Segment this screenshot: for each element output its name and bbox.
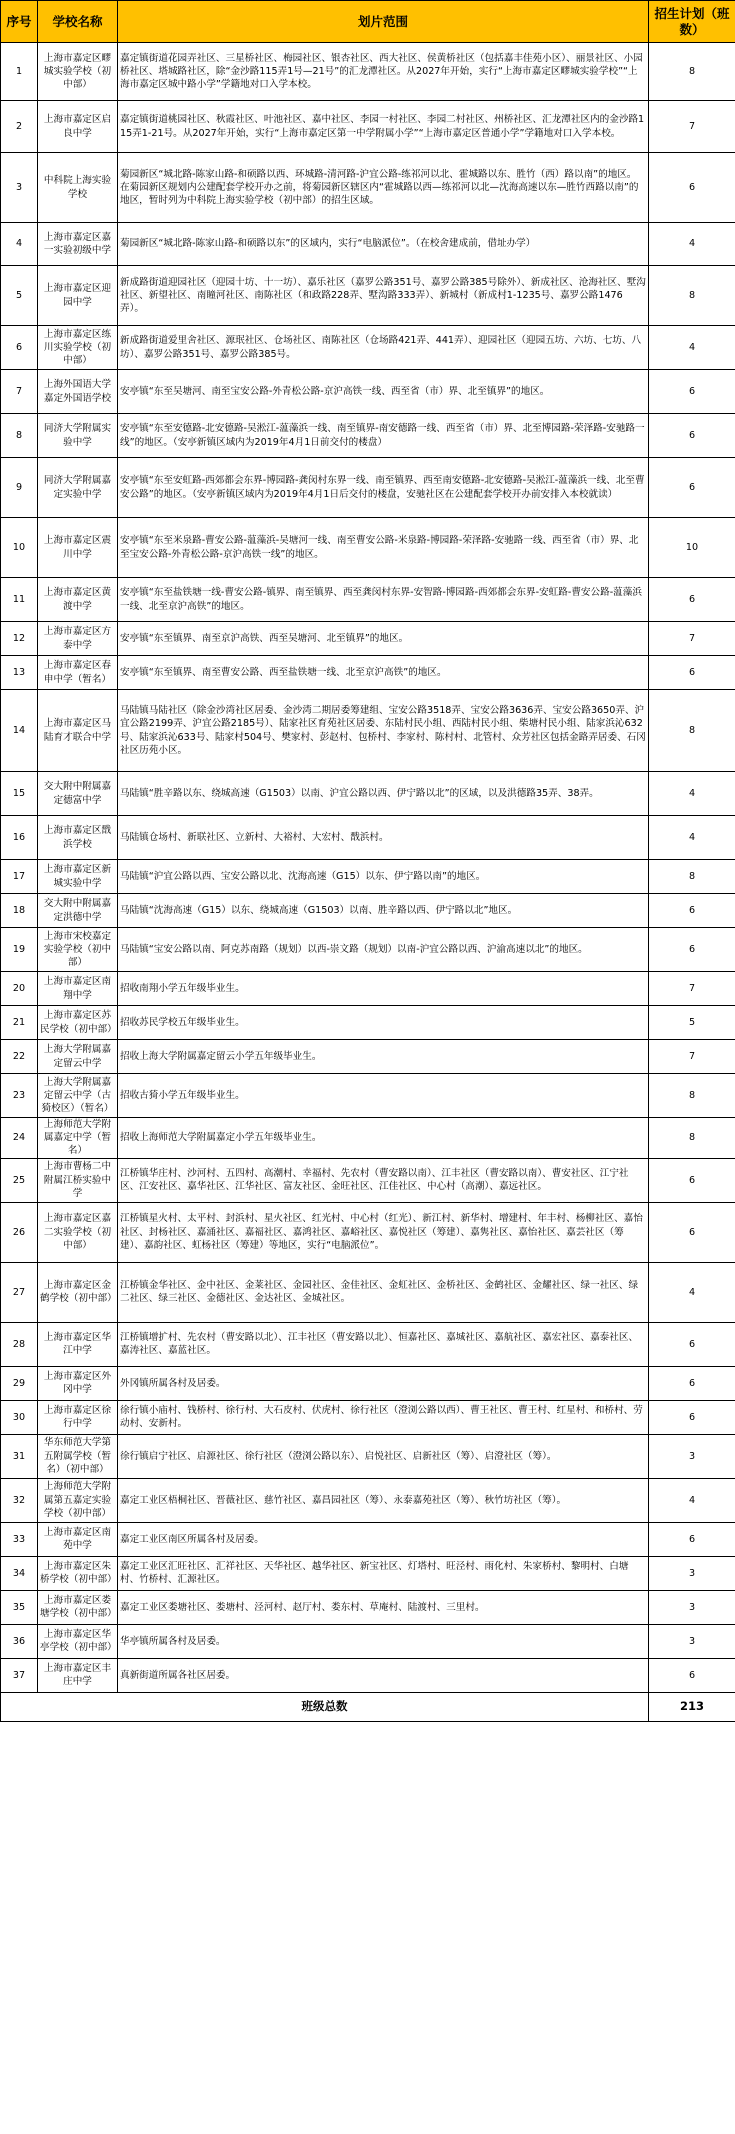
row-area: 嘉定工业区汇旺社区、汇祥社区、天华社区、越华社区、新宝社区、灯塔村、旺泾村、雨化村、朱家桥村、黎明村、白塘村、竹桥村、汇源社区。: [118, 1556, 649, 1590]
row-school: 上海市嘉定区震川中学: [38, 518, 118, 578]
row-area: 嘉定镇街道桃园社区、秋霞社区、叶池社区、嘉中社区、李园一村社区、李园二村社区、州桥社区、汇龙潭社区内的金沙路115弄1-21号。从2027年开始，实行“上海市嘉定区第一中学附属小学”“上海市嘉定区普通小学”学籍地对口入学本校。: [118, 101, 649, 153]
row-area: 招收苏民学校五年级毕业生。: [118, 1006, 649, 1040]
table-row: [1, 1624, 735, 1658]
row-area: 新成路街道迎园社区（迎园十坊、十一坊）、嘉乐社区（嘉罗公路351号、嘉罗公路385号除外）、新成社区、沧海社区、墅沟社区、新望社区、南瞳河社区、南陈社区（和政路228弄、墅沟路333弄）、新城村（新成村1-1235号、嘉罗公路1476弄）。: [118, 266, 649, 326]
row-area: 江桥镇金华社区、金中社区、金莱社区、金园社区、金佳社区、金虹社区、金桥社区、金鹤社区、金耀社区、绿一社区、绿二社区、绿三社区、金德社区、金达社区、金城社区。: [118, 1262, 649, 1322]
row-school: 交大附中附属嘉定洪德中学: [38, 894, 118, 928]
row-plan: 4: [649, 816, 735, 860]
row-plan: 7: [649, 972, 735, 1006]
row-plan: 6: [649, 656, 735, 690]
row-school: 上海市嘉定区嘉一实验初级中学: [38, 223, 118, 266]
row-no: 36: [1, 1624, 38, 1658]
row-plan: 7: [649, 622, 735, 656]
row-plan: 3: [649, 1556, 735, 1590]
row-school: 同济大学附属嘉定实验中学: [38, 458, 118, 518]
row-plan: 4: [649, 1478, 735, 1522]
total-value: 213: [649, 1692, 735, 1721]
row-area: 嘉定工业区梧桐社区、晋薇社区、慈竹社区、嘉昌园社区（筹）、永泰嘉苑社区（筹）、秋竹坊社区（筹）。: [118, 1478, 649, 1522]
table-row: [1, 458, 735, 518]
row-no: 33: [1, 1522, 38, 1556]
table-row: [1, 518, 735, 578]
row-no: 35: [1, 1590, 38, 1624]
total-row: [1, 1692, 735, 1721]
row-no: 29: [1, 1366, 38, 1400]
row-no: 3: [1, 153, 38, 223]
table-row: [1, 101, 735, 153]
row-no: 26: [1, 1202, 38, 1262]
row-area: 马陆镇“胜辛路以东、绕城高速（G1503）以南、沪宜公路以西、伊宁路以北”的区域，以及洪德路35弄、38弄。: [118, 772, 649, 816]
table-row: [1, 266, 735, 326]
row-area: 嘉定工业区南区所属各村及居委。: [118, 1522, 649, 1556]
row-school: 上海市嘉定区新城实验中学: [38, 860, 118, 894]
row-area: 菊园新区“城北路-陈家山路-和硕路以东”的区域内，实行“电脑派位”。（在校舍建成前，借址办学）: [118, 223, 649, 266]
row-school: 上海市嘉定区徐行中学: [38, 1400, 118, 1434]
row-area: 马陆镇仓场村、新联社区、立新村、大裕村、大宏村、戬浜村。: [118, 816, 649, 860]
row-no: 20: [1, 972, 38, 1006]
table-header-row: [1, 1, 735, 43]
row-school: 上海市嘉定区南翔中学: [38, 972, 118, 1006]
row-no: 34: [1, 1556, 38, 1590]
row-no: 30: [1, 1400, 38, 1434]
row-plan: 6: [649, 578, 735, 622]
row-school: 上海市嘉定区华亭学校（初中部）: [38, 1624, 118, 1658]
row-no: 14: [1, 690, 38, 772]
table-row: [1, 153, 735, 223]
row-plan: 6: [649, 1366, 735, 1400]
row-area: 安亭镇“东至镇界、南至京沪高铁、西至吴塘河、北至镇界”的地区。: [118, 622, 649, 656]
table-row: [1, 1006, 735, 1040]
table-row: [1, 816, 735, 860]
row-area: 新成路街道爱里舍社区、源珉社区、仓场社区、南陈社区（仓场路421弄、441弄）、迎园社区（迎园五坊、六坊、七坊、八坊）、嘉罗公路351号、嘉罗公路385号。: [118, 326, 649, 370]
table-row: [1, 370, 735, 414]
row-plan: 10: [649, 518, 735, 578]
table-row: [1, 1434, 735, 1478]
table-row: [1, 622, 735, 656]
total-label: 班级总数: [1, 1692, 649, 1721]
row-area: 真新街道所属各社区居委。: [118, 1658, 649, 1692]
table-row: [1, 1040, 735, 1074]
row-plan: 7: [649, 101, 735, 153]
row-no: 17: [1, 860, 38, 894]
row-plan: 5: [649, 1006, 735, 1040]
table-row: [1, 414, 735, 458]
row-area: 招收南翔小学五年级毕业生。: [118, 972, 649, 1006]
row-no: 28: [1, 1322, 38, 1366]
table-row: [1, 1590, 735, 1624]
table-row: [1, 223, 735, 266]
table-row: [1, 1074, 735, 1118]
table-row: [1, 894, 735, 928]
row-school: 同济大学附属实验中学: [38, 414, 118, 458]
row-area: 马陆镇马陆社区（除金沙湾社区居委、金沙湾二期居委筹建组、宝安公路3518弄、宝安公路3636弄、宝安公路3650弄、沪宜公路2199弄、沪宜公路2185号）、陆家社区育苑社区居委、东陆村民小组、西陆村民小组、柴塘村民小组、陆家浜沁632号、陆家浜沁633号、陆家村504号、樊家村、彭赵村、包桥村、李家村、陈村村、北管村、众芳社区包括金路弄居委、石冈社区历苑小区。: [118, 690, 649, 772]
row-plan: 7: [649, 1040, 735, 1074]
row-no: 9: [1, 458, 38, 518]
row-school: 上海市嘉定区嘉二实验学校（初中部）: [38, 1202, 118, 1262]
row-school: 上海市嘉定区春申中学（暂名）: [38, 656, 118, 690]
row-plan: 8: [649, 1074, 735, 1118]
row-area: 嘉定工业区娄塘社区、娄塘村、泾河村、赵厅村、娄东村、草庵村、陆渡村、三里村。: [118, 1590, 649, 1624]
row-area: 江桥镇增扩村、先农村（曹安路以北）、江丰社区（曹安路以北）、恒嘉社区、嘉城社区、嘉航社区、嘉宏社区、嘉泰社区、嘉涛社区、嘉蓝社区。: [118, 1322, 649, 1366]
table-row: [1, 1400, 735, 1434]
row-plan: 4: [649, 1262, 735, 1322]
row-area: 华亭镇所属各村及居委。: [118, 1624, 649, 1658]
row-plan: 3: [649, 1624, 735, 1658]
row-area: 马陆镇“宝安公路以南、阿克苏南路（规划）以西-崇文路（规划）以南-沪宜公路以西、沪渝高速以北”的地区。: [118, 928, 649, 972]
row-no: 37: [1, 1658, 38, 1692]
table-row: [1, 1556, 735, 1590]
row-school: 上海市嘉定区华江中学: [38, 1322, 118, 1366]
row-area: 嘉定镇街道花园弄社区、三星桥社区、梅园社区、银杏社区、西大社区、侯黄桥社区（包括嘉丰佳苑小区）、丽景社区、小园桥社区、塔城路社区，除“金沙路115弄1号—21号”的汇龙潭社区。从2027年开始，实行“上海市嘉定区疁城实验学校”“上海市嘉定区城中路小学”学籍地对口入学本校。: [118, 43, 649, 101]
table-row: [1, 1658, 735, 1692]
row-school: 交大附中附属嘉定德富中学: [38, 772, 118, 816]
row-plan: 6: [649, 458, 735, 518]
row-school: 上海市嘉定区苏民学校（初中部）: [38, 1006, 118, 1040]
table-row: [1, 578, 735, 622]
row-area: 招收上海大学附属嘉定留云小学五年级毕业生。: [118, 1040, 649, 1074]
header-school: 学校名称: [38, 1, 118, 43]
row-school: 上海市嘉定区戬浜学校: [38, 816, 118, 860]
row-no: 12: [1, 622, 38, 656]
row-plan: 8: [649, 266, 735, 326]
table-row: [1, 1478, 735, 1522]
table-row: [1, 1158, 735, 1202]
row-no: 16: [1, 816, 38, 860]
row-plan: 6: [649, 1400, 735, 1434]
row-area: 江桥镇华庄村、沙河村、五四村、高潮村、幸福村、先农村（曹安路以南）、江丰社区（曹安路以南）、曹安社区、江宁社区、江安社区、嘉华社区、江华社区、富友社区、金旺社区、江佳社区、中心村（高潮）、嘉远社区。: [118, 1158, 649, 1202]
table-row: [1, 1366, 735, 1400]
header-area: 划片范围: [118, 1, 649, 43]
table-row: [1, 1118, 735, 1159]
row-no: 5: [1, 266, 38, 326]
table-row: [1, 656, 735, 690]
row-plan: 3: [649, 1434, 735, 1478]
row-area: 江桥镇星火村、太平村、封浜村、星火社区、红光村、中心村（红光）、新江村、新华村、增建村、年丰村、杨柳社区、嘉怡社区、封杨社区、嘉涌社区、嘉福社区、嘉鸿社区、嘉峪社区、嘉悦社区（筹建）、嘉隽社区、嘉怡社区、嘉芸社区（筹建）、嘉韵社区、虹杨社区（筹建）等地区，实行“电脑派位”。: [118, 1202, 649, 1262]
row-school: 中科院上海实验学校: [38, 153, 118, 223]
row-area: 徐行镇小庙村、钱桥村、徐行村、大石皮村、伏虎村、徐行社区（澄浏公路以西）、曹王社区、曹王村、红星村、和桥村、劳动村、安新村。: [118, 1400, 649, 1434]
row-area: 安亭镇“东至镇界、南至曹安公路、西至盐铁塘一线、北至京沪高铁”的地区。: [118, 656, 649, 690]
table-row: [1, 928, 735, 972]
row-no: 19: [1, 928, 38, 972]
row-area: 马陆镇“沈海高速（G15）以东、绕城高速（G1503）以南、胜辛路以西、伊宁路以北”地区。: [118, 894, 649, 928]
row-no: 22: [1, 1040, 38, 1074]
row-no: 10: [1, 518, 38, 578]
row-school: 上海市嘉定区启良中学: [38, 101, 118, 153]
table-row: [1, 772, 735, 816]
row-school: 上海市嘉定区南苑中学: [38, 1522, 118, 1556]
table-row: [1, 1202, 735, 1262]
row-school: 上海市嘉定区马陆育才联合中学: [38, 690, 118, 772]
row-plan: 6: [649, 894, 735, 928]
row-plan: 8: [649, 690, 735, 772]
row-area: 安亭镇“东至米泉路-曹安公路-蕰藻浜-吴塘河一线、南至曹安公路-米泉路-博园路-荣泽路-安驰路一线、西至省（市）界、北至宝安公路-外青松公路-京沪高铁一线”的地区。: [118, 518, 649, 578]
row-school: 上海市嘉定区丰庄中学: [38, 1658, 118, 1692]
row-plan: 8: [649, 1118, 735, 1159]
row-no: 27: [1, 1262, 38, 1322]
row-plan: 8: [649, 43, 735, 101]
row-plan: 6: [649, 1322, 735, 1366]
row-school: 上海大学附属嘉定留云中学: [38, 1040, 118, 1074]
row-no: 18: [1, 894, 38, 928]
row-plan: 6: [649, 414, 735, 458]
row-area: 马陆镇“沪宜公路以西、宝安公路以北、沈海高速（G15）以东、伊宁路以南”的地区。: [118, 860, 649, 894]
row-school: 上海师范大学附属嘉定中学（暂名）: [38, 1118, 118, 1159]
row-school: 上海市曹杨二中附属江桥实验中学: [38, 1158, 118, 1202]
row-school: 上海市嘉定区迎园中学: [38, 266, 118, 326]
row-area: 菊园新区“城北路-陈家山路-和硕路以西、环城路-清河路-沪宜公路-练祁河以北、霍城路以东、胜竹（西）路以南”的地区。在菊园新区规划内公建配套学校开办之前，将菊园新区辖区内“霍城路以西—练祁河以北—沈海高速以东—胜竹西路以南”的地区，暂时列为中科院上海实验学校（初中部）的招生区域。: [118, 153, 649, 223]
row-area: 徐行镇启宁社区、启源社区、徐行社区（澄浏公路以东）、启悦社区、启新社区（筹）、启澄社区（筹）。: [118, 1434, 649, 1478]
row-plan: 4: [649, 772, 735, 816]
table-row: [1, 860, 735, 894]
row-no: 15: [1, 772, 38, 816]
table-body: [1, 43, 735, 1693]
table-row: [1, 690, 735, 772]
table-row: [1, 1522, 735, 1556]
row-no: 13: [1, 656, 38, 690]
header-plan: 招生计划（班数）: [649, 1, 735, 43]
row-no: 7: [1, 370, 38, 414]
row-plan: 3: [649, 1590, 735, 1624]
row-school: 上海市嘉定区娄塘学校（初中部）: [38, 1590, 118, 1624]
row-no: 24: [1, 1118, 38, 1159]
row-school: 上海市嘉定区黄渡中学: [38, 578, 118, 622]
row-plan: 6: [649, 153, 735, 223]
table-row: [1, 1322, 735, 1366]
row-school: 上海市嘉定区方泰中学: [38, 622, 118, 656]
row-school: 上海大学附属嘉定留云中学（古猗校区）（暂名）: [38, 1074, 118, 1118]
row-area: 招收古猗小学五年级毕业生。: [118, 1074, 649, 1118]
row-school: 上海市嘉定区朱桥学校（初中部）: [38, 1556, 118, 1590]
row-school: 上海外国语大学嘉定外国语学校: [38, 370, 118, 414]
row-school: 上海师范大学附属第五嘉定实验学校（初中部）: [38, 1478, 118, 1522]
row-area: 外冈镇所属各村及居委。: [118, 1366, 649, 1400]
row-school: 上海市嘉定区外冈中学: [38, 1366, 118, 1400]
row-school: 华东师范大学第五附属学校（暂名）（初中部）: [38, 1434, 118, 1478]
row-no: 8: [1, 414, 38, 458]
row-area: 安亭镇“东至安虹路-西郊都会东界-博园路-龚闵村东界一线、南至镇界、西至南安德路-北安德路-吴淞江-蕰藻浜一线、北至曹安公路”的地区。（安亭新镇区域内为2019年4月1日后交付的楼盘，安驰社区在公建配套学校开办前安排入本校就读）: [118, 458, 649, 518]
row-no: 6: [1, 326, 38, 370]
row-plan: 6: [649, 1202, 735, 1262]
row-plan: 8: [649, 860, 735, 894]
header-no: 序号: [1, 1, 38, 43]
row-no: 23: [1, 1074, 38, 1118]
table-row: [1, 972, 735, 1006]
table-row: [1, 43, 735, 101]
row-plan: 6: [649, 370, 735, 414]
row-no: 25: [1, 1158, 38, 1202]
row-area: 安亭镇“东至吴塘河、南至宝安公路-外青松公路-京沪高铁一线、西至省（市）界、北至镇界”的地区。: [118, 370, 649, 414]
row-no: 21: [1, 1006, 38, 1040]
row-area: 招收上海师范大学附属嘉定小学五年级毕业生。: [118, 1118, 649, 1159]
row-no: 1: [1, 43, 38, 101]
row-school: 上海市嘉定区疁城实验学校（初中部）: [38, 43, 118, 101]
row-area: 安亭镇“东至安德路-北安德路-吴淞江-蕰藻浜一线、南至镇界-南安德路一线、西至省（市）界、北至博园路-荣泽路-安驰路一线”的地区。（安亭新镇区域内为2019年4月1日前交付的楼盘）: [118, 414, 649, 458]
row-no: 31: [1, 1434, 38, 1478]
row-plan: 6: [649, 1522, 735, 1556]
row-plan: 6: [649, 1158, 735, 1202]
row-school: 上海市嘉定区金鹤学校（初中部）: [38, 1262, 118, 1322]
row-plan: 6: [649, 928, 735, 972]
table-row: [1, 1262, 735, 1322]
row-school: 上海市宋校嘉定实验学校（初中部）: [38, 928, 118, 972]
row-plan: 4: [649, 326, 735, 370]
row-no: 32: [1, 1478, 38, 1522]
row-plan: 6: [649, 1658, 735, 1692]
row-no: 11: [1, 578, 38, 622]
table-row: [1, 326, 735, 370]
row-no: 4: [1, 223, 38, 266]
row-area: 安亭镇“东至盐铁塘一线-曹安公路-镇界、南至镇界、西至龚闵村东界-安智路-博园路-西郊都会东界-安虹路-曹安公路-蕰藻浜一线、北至京沪高铁”的地区。: [118, 578, 649, 622]
row-school: 上海市嘉定区练川实验学校（初中部）: [38, 326, 118, 370]
row-no: 2: [1, 101, 38, 153]
row-plan: 4: [649, 223, 735, 266]
